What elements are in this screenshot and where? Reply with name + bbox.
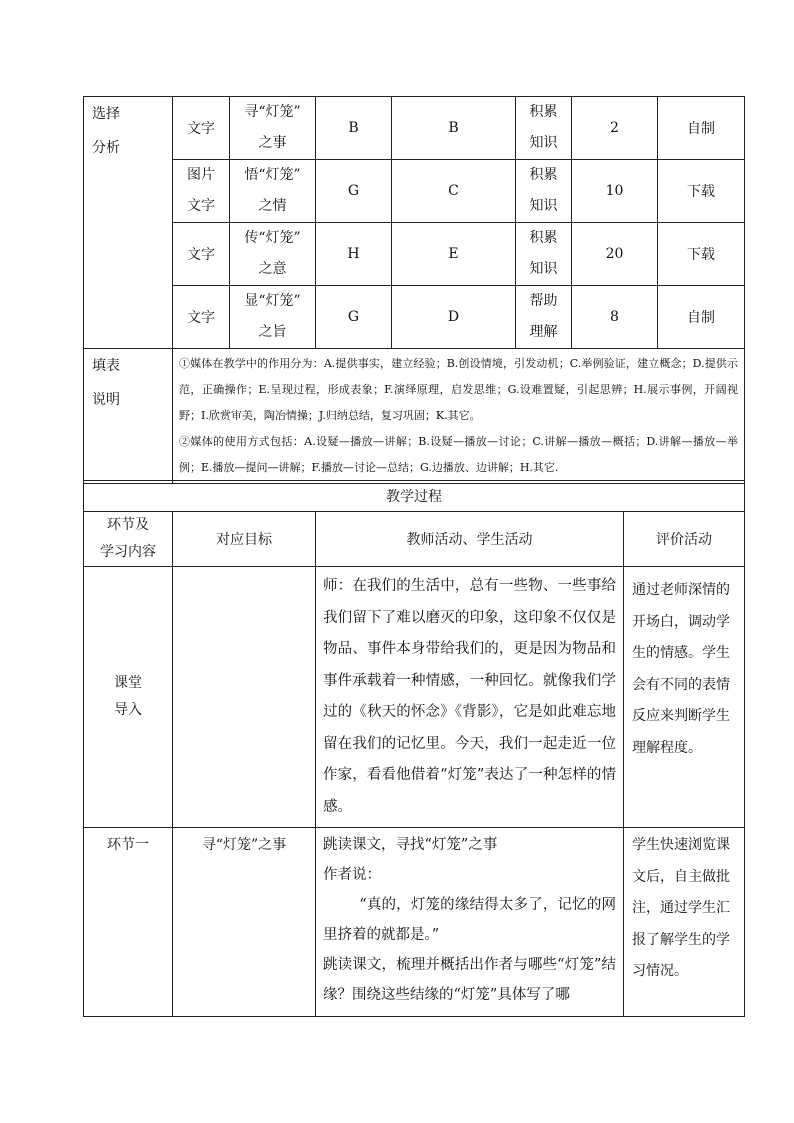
media-effect-line: 帮助 bbox=[529, 293, 558, 309]
header-evaluation-cell bbox=[624, 512, 745, 567]
media-source-cell bbox=[658, 97, 745, 160]
media-topic-cell bbox=[230, 286, 316, 349]
media-type-cell bbox=[173, 286, 230, 349]
process-title-cell bbox=[84, 481, 745, 512]
activity-line: 跳读课文，梳理并概括出作者与哪些“灯笼”结缘？围绕这些结缘的“灯笼”具体写了哪 bbox=[323, 957, 616, 1003]
header-activity: 教师活动、学生活动 bbox=[406, 532, 533, 548]
media-topic-cell bbox=[230, 160, 316, 223]
goal-text: 寻“灯笼”之事 bbox=[201, 837, 287, 853]
section-label-line: 分析 bbox=[92, 140, 120, 156]
media-type-cell bbox=[173, 160, 230, 223]
media-type-cell bbox=[173, 97, 230, 160]
header-stage-cell bbox=[84, 512, 173, 567]
note-content-cell bbox=[173, 349, 745, 484]
goal-cell bbox=[173, 828, 316, 1017]
process-header-row bbox=[84, 512, 745, 567]
stage-cell bbox=[84, 828, 173, 1017]
media-effect-cell bbox=[516, 223, 572, 286]
media-time-cell bbox=[572, 286, 658, 349]
media-use: C bbox=[448, 183, 459, 199]
process-row bbox=[84, 567, 745, 828]
note-paragraph: ①媒体在教学中的作用分为：A.提供事实，建立经验；B.创设情境，引发动机；C.举例验证，建立概念；D.提供示范，正确操作；E.呈现过程，形成表象；F.演绎原理，启发思维；G.设难置疑，引起思辨；H.展示事例，开阔视野；I.欣赏审美，陶冶情操；J.归纳总结，复习巩固；K.其它。 bbox=[179, 357, 738, 422]
media-role: G bbox=[347, 309, 360, 325]
media-role: G bbox=[347, 183, 360, 199]
media-source: 自制 bbox=[687, 121, 715, 137]
media-topic-line: 之事 bbox=[258, 135, 287, 151]
media-type-line: 文字 bbox=[187, 198, 215, 214]
media-use-cell bbox=[392, 97, 516, 160]
note-row bbox=[84, 349, 745, 484]
media-use: B bbox=[448, 120, 459, 136]
media-time: 20 bbox=[605, 246, 624, 262]
goal-cell bbox=[173, 567, 316, 828]
media-time: 10 bbox=[605, 183, 624, 199]
media-use-cell bbox=[392, 160, 516, 223]
media-topic-line: 之意 bbox=[258, 261, 287, 277]
activity-cell bbox=[316, 828, 624, 1017]
media-topic-line: 显“灯笼” bbox=[244, 293, 301, 309]
media-effect-line: 知识 bbox=[529, 261, 558, 277]
media-type-cell bbox=[173, 223, 230, 286]
stage-line: 课堂 bbox=[114, 675, 142, 691]
media-effect-cell bbox=[516, 97, 572, 160]
process-title: 教学过程 bbox=[386, 489, 442, 505]
media-use-cell bbox=[392, 286, 516, 349]
media-role-cell bbox=[316, 97, 392, 160]
media-role: B bbox=[348, 120, 359, 136]
media-time-cell bbox=[572, 97, 658, 160]
media-topic-line: 传“灯笼” bbox=[244, 230, 301, 246]
media-source-cell bbox=[658, 223, 745, 286]
header-evaluation: 评价活动 bbox=[656, 532, 712, 548]
media-row bbox=[84, 223, 745, 286]
header-goal: 对应目标 bbox=[216, 532, 272, 548]
media-time: 8 bbox=[610, 309, 619, 325]
header-stage-line: 学习内容 bbox=[100, 544, 156, 560]
media-topic-line: 之情 bbox=[258, 198, 287, 214]
media-source: 自制 bbox=[687, 310, 715, 326]
media-time: 2 bbox=[610, 120, 619, 136]
note-label-cell bbox=[84, 349, 173, 484]
media-effect-line: 理解 bbox=[529, 324, 558, 340]
media-effect-line: 积累 bbox=[529, 167, 558, 183]
header-stage-line: 环节及 bbox=[107, 517, 149, 533]
stage-line: 环节一 bbox=[107, 837, 149, 853]
media-source-cell bbox=[658, 286, 745, 349]
media-type-line: 图片 bbox=[187, 167, 215, 183]
note-label-line: 说明 bbox=[92, 392, 120, 408]
media-effect-line: 知识 bbox=[529, 198, 558, 214]
header-goal-cell bbox=[173, 512, 316, 567]
media-source-cell bbox=[658, 160, 745, 223]
process-title-row bbox=[84, 481, 745, 512]
media-use: D bbox=[447, 309, 460, 325]
stage-line: 导入 bbox=[114, 702, 142, 718]
evaluation-cell bbox=[624, 567, 745, 828]
media-time-cell bbox=[572, 223, 658, 286]
activity-line: 跳读课文，寻找“灯笼”之事 bbox=[323, 837, 498, 853]
media-topic-line: 悟“灯笼” bbox=[244, 167, 301, 183]
media-topic-cell bbox=[230, 223, 316, 286]
media-role-cell bbox=[316, 286, 392, 349]
media-type: 文字 bbox=[187, 310, 215, 326]
media-type: 文字 bbox=[187, 247, 215, 263]
media-analysis-table bbox=[83, 96, 745, 484]
media-topic-line: 寻“灯笼” bbox=[244, 104, 301, 120]
header-activity-cell bbox=[316, 512, 624, 567]
media-topic-cell bbox=[230, 97, 316, 160]
section-label-line: 选择 bbox=[92, 106, 120, 122]
evaluation-text: 学生快速浏览课文后，自主做批注，通过学生汇报了解学生的学习情况。 bbox=[632, 837, 730, 979]
media-effect-cell bbox=[516, 160, 572, 223]
media-role: H bbox=[347, 246, 360, 262]
media-source: 下载 bbox=[687, 184, 715, 200]
evaluation-cell bbox=[624, 828, 745, 1017]
media-effect-line: 积累 bbox=[529, 230, 558, 246]
section-label-cell bbox=[84, 97, 173, 349]
stage-cell bbox=[84, 567, 173, 828]
process-row bbox=[84, 828, 745, 1017]
media-effect-line: 积累 bbox=[529, 104, 558, 120]
activity-cell bbox=[316, 567, 624, 828]
note-label-line: 填表 bbox=[92, 358, 120, 374]
media-role-cell bbox=[316, 160, 392, 223]
media-use: E bbox=[448, 246, 459, 262]
teaching-process-table bbox=[83, 480, 745, 1017]
media-topic-line: 之旨 bbox=[258, 324, 287, 340]
note-paragraph: ②媒体的使用方式包括：A.设疑—播放—讲解；B.设疑—播放—讨论；C.讲解—播放—概括；D.讲解—播放—举例；E.播放—提问—讲解；F.播放—讨论—总结；G.边播放、边讲解；H.其它. bbox=[179, 435, 738, 474]
media-effect-cell bbox=[516, 286, 572, 349]
activity-line: “真的，灯笼的缘结得太多了，记忆的网里挤着的就都是。” bbox=[323, 897, 616, 943]
media-time-cell bbox=[572, 160, 658, 223]
media-effect-line: 知识 bbox=[529, 135, 558, 151]
media-source: 下载 bbox=[687, 247, 715, 263]
activity-line: 作者说： bbox=[323, 867, 381, 883]
media-use-cell bbox=[392, 223, 516, 286]
evaluation-text: 通过老师深情的开场白，调动学生的情感。学生会有不同的表情反应来判断学生理解程度。 bbox=[632, 582, 730, 756]
media-type: 文字 bbox=[187, 121, 215, 137]
media-row bbox=[84, 286, 745, 349]
activity-text: 师：在我们的生活中，总有一些物、一些事给我们留下了难以磨灭的印象，这印象不仅仅是物品、事件本身带给我们的，更是因为物品和事件承载着一种情感，一种回忆。就像我们学过的《秋天的怀念》《背影》，它是如此难忘地留在我们的记忆里。今天，我们一起走近一位作家，看看他借着“灯笼”表达了一种怎样的情感。 bbox=[323, 578, 616, 815]
media-row bbox=[84, 160, 745, 223]
media-role-cell bbox=[316, 223, 392, 286]
media-row bbox=[84, 97, 745, 160]
